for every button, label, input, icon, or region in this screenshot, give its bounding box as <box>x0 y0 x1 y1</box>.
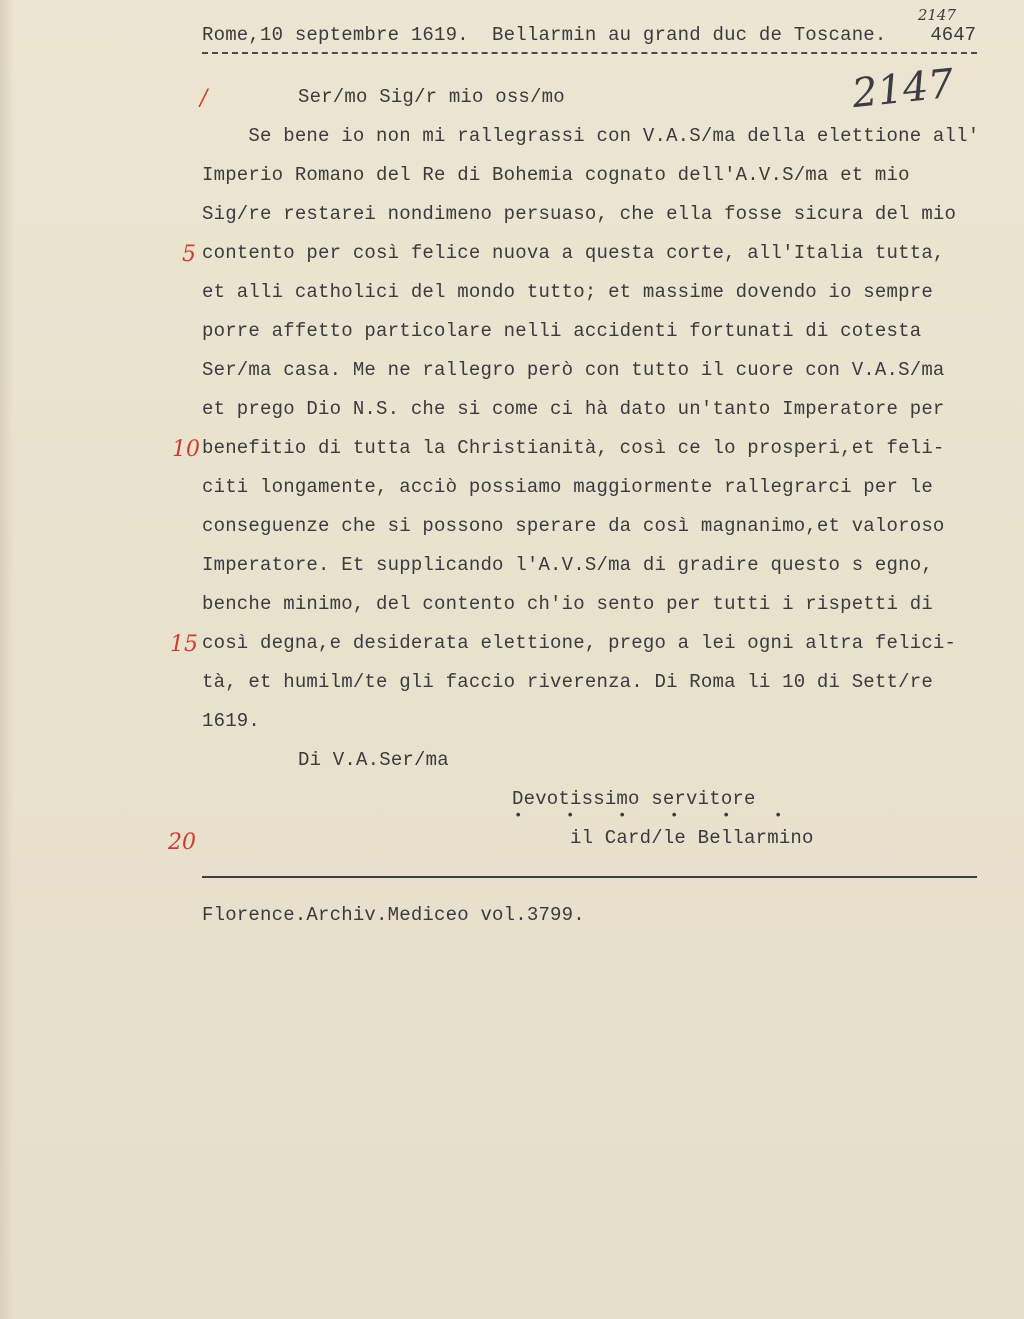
letter-line: Ser/ma casa. Me ne rallegro però con tutto il cuore con V.A.S/ma <box>202 359 945 381</box>
letter-line: et prego Dio N.S. che si come ci hà dato un'tanto Imperatore per <box>202 398 945 420</box>
footer-divider <box>202 876 977 878</box>
letter-line: conseguenze che si possono sperare da così magnanimo,et valoroso <box>202 515 945 537</box>
letter-line: porre affetto particolare nelli accidenti fortunati di cotesta <box>202 320 922 342</box>
document-header: Rome,10 septembre 1619. Bellarmin au grand duc de Toscane. <box>202 24 887 46</box>
letter-line: Imperatore. Et supplicando l'A.V.S/ma di gradire questo s egno, <box>202 554 933 576</box>
salutation: Ser/mo Sig/r mio oss/mo <box>298 86 565 108</box>
letter-line: così degna,e desiderata elettione, prego a lei ogni altra felici- <box>202 632 957 654</box>
margin-marker-1: / <box>200 86 208 111</box>
letter-line: et alli catholici del mondo tutto; et massime dovendo io sempre <box>202 281 933 303</box>
letter-line: citi longamente, acciò possiamo maggiormente rallegrarci per le <box>202 476 933 498</box>
pencil-number-large: 2147 <box>850 60 957 118</box>
underdots: • • • • • • <box>514 808 785 824</box>
signature: il Card/le Bellarmino <box>570 827 814 849</box>
letter-line: benefitio di tutta la Christianità, così ce lo prosperi,et feli- <box>202 437 945 459</box>
document-number: 4647 <box>930 24 976 46</box>
archive-reference: Florence.Archiv.Mediceo vol.3799. <box>202 904 585 926</box>
margin-marker-20: 20 <box>168 830 196 855</box>
letter-line: benche minimo, del contento ch'io sento per tutti i rispetti di <box>202 593 933 615</box>
margin-marker-5: 5 <box>182 242 196 267</box>
letter-line: Imperio Romano del Re di Bohemia cognato dell'A.V.S/ma et mio <box>202 164 910 186</box>
pencil-number-small: 2147 <box>917 6 956 24</box>
letter-line: Sig/re restarei nondimeno persuaso, che ella fosse sicura del mio <box>202 203 957 225</box>
margin-marker-10: 10 <box>172 437 200 462</box>
letter-line: 1619. <box>202 710 261 732</box>
closing: Di V.A.Ser/ma <box>298 749 449 771</box>
header-divider <box>202 52 977 54</box>
letter-line: Se bene io non mi rallegrassi con V.A.S/ma della elettione all' <box>202 125 980 147</box>
subscription: Devotissimo servitore <box>512 788 756 810</box>
margin-marker-15: 15 <box>170 632 198 657</box>
letter-line: tà, et humilm/te gli faccio riverenza. Di Roma li 10 di Sett/re <box>202 671 933 693</box>
letter-line: contento per così felice nuova a questa corte, all'Italia tutta, <box>202 242 945 264</box>
paper-edge <box>0 0 14 1319</box>
